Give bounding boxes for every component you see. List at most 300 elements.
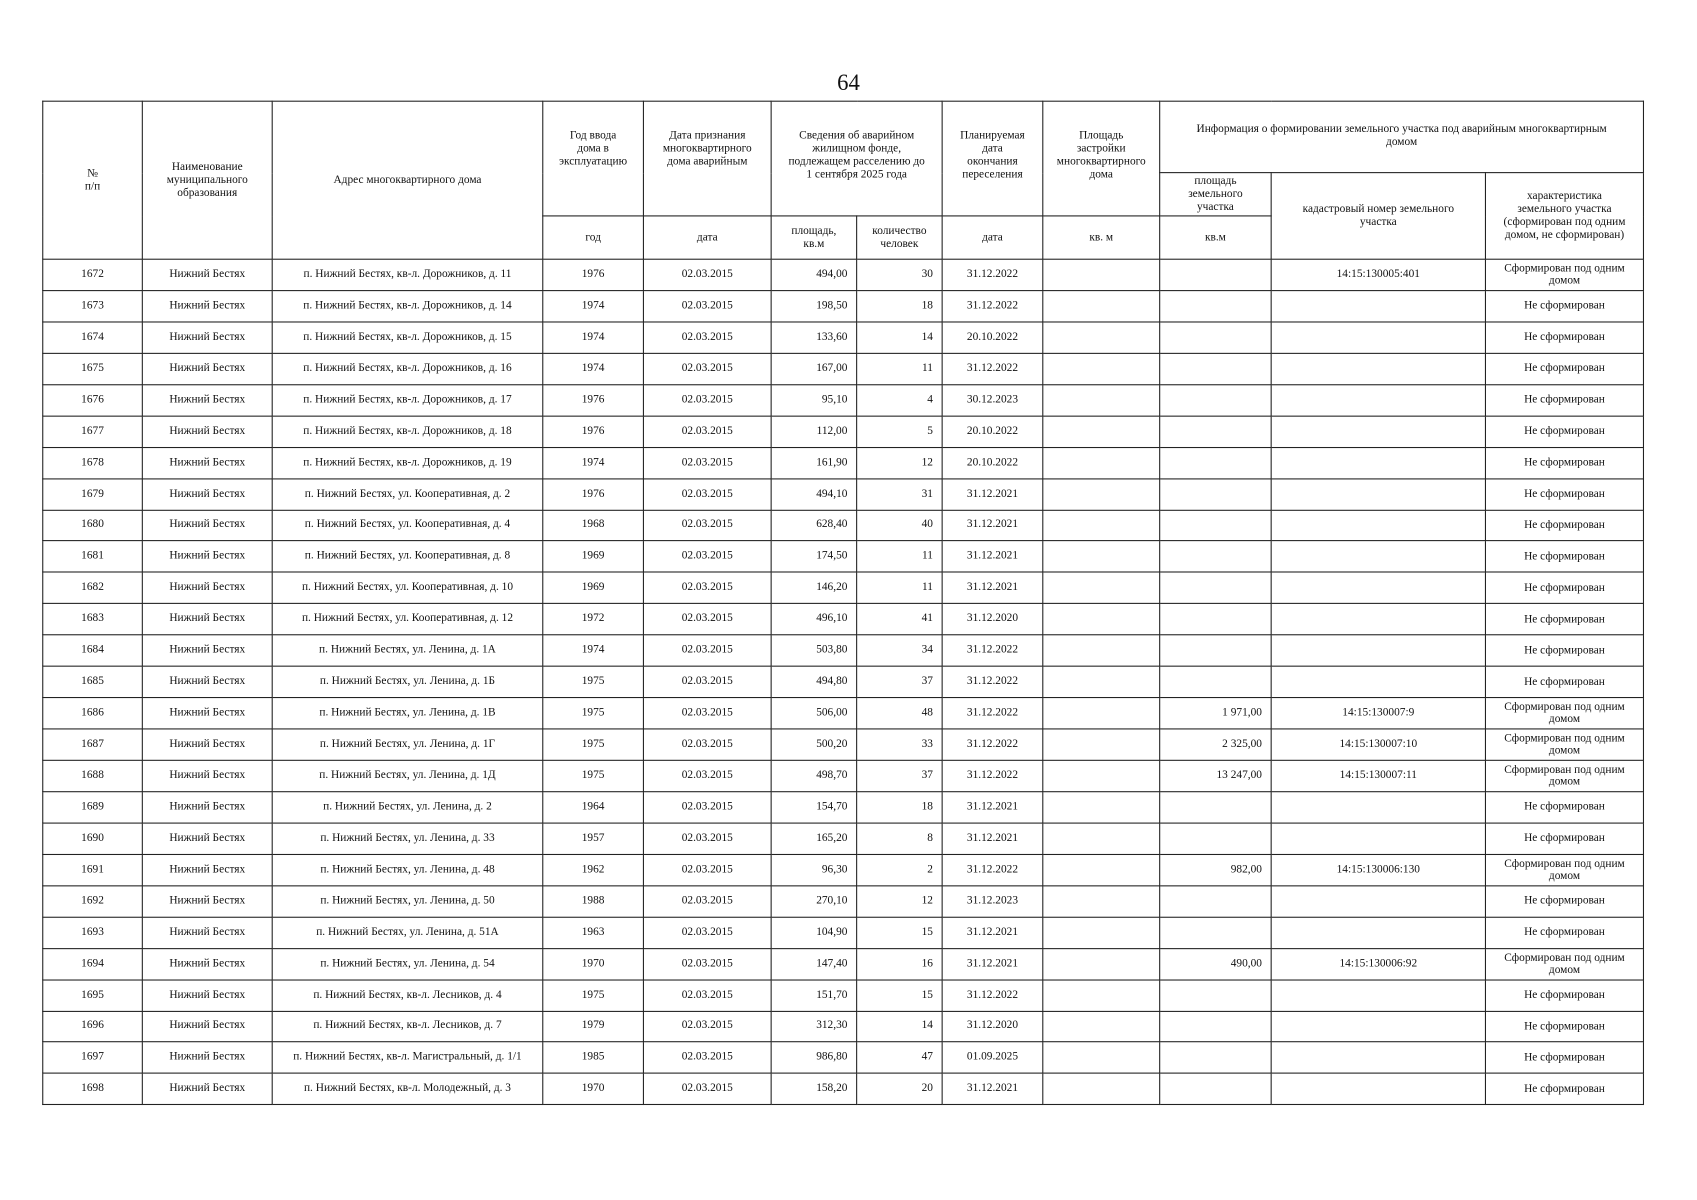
cell-num: 1672 xyxy=(43,259,143,290)
cell-cadastral xyxy=(1271,541,1485,572)
cell-date-declared: 02.03.2015 xyxy=(643,572,771,603)
cell-municipality: Нижний Бестях xyxy=(142,416,272,447)
cell-municipality: Нижний Бестях xyxy=(142,353,272,384)
cell-land-char: Не сформирован xyxy=(1485,792,1643,823)
cell-year: 1975 xyxy=(543,698,644,729)
cell-address: п. Нижний Бестях, ул. Ленина, д. 48 xyxy=(272,854,543,885)
cell-land-char: Не сформирован xyxy=(1485,541,1643,572)
cell-area: 503,80 xyxy=(771,635,857,666)
cell-num: 1682 xyxy=(43,572,143,603)
cell-building-area xyxy=(1043,604,1160,635)
cell-address: п. Нижний Бестях, ул. Кооперативная, д. 8 xyxy=(272,541,543,572)
cell-planned-end: 31.12.2021 xyxy=(942,948,1043,979)
cell-land-char: Сформирован под одним домом xyxy=(1485,760,1643,791)
cell-building-area xyxy=(1043,666,1160,697)
cell-planned-end: 31.12.2022 xyxy=(942,666,1043,697)
cell-building-area xyxy=(1043,980,1160,1011)
cell-address: п. Нижний Бестях, ул. Кооперативная, д. 2 xyxy=(272,478,543,509)
cell-address: п. Нижний Бестях, кв-л. Дорожников, д. 19 xyxy=(272,447,543,478)
cell-building-area xyxy=(1043,948,1160,979)
cell-num: 1689 xyxy=(43,792,143,823)
cell-num: 1683 xyxy=(43,604,143,635)
cell-building-area xyxy=(1043,447,1160,478)
cell-land-char: Сформирован под одним домом xyxy=(1485,854,1643,885)
cell-land-area xyxy=(1160,541,1271,572)
cell-address: п. Нижний Бестях, ул. Ленина, д. 51А xyxy=(272,917,543,948)
cell-building-area xyxy=(1043,635,1160,666)
cell-municipality: Нижний Бестях xyxy=(142,948,272,979)
cell-cadastral: 14:15:130007:10 xyxy=(1271,729,1485,760)
cell-municipality: Нижний Бестях xyxy=(142,698,272,729)
cell-planned-end: 31.12.2021 xyxy=(942,510,1043,541)
cell-municipality: Нижний Бестях xyxy=(142,510,272,541)
cell-year: 1976 xyxy=(543,478,644,509)
cell-area: 133,60 xyxy=(771,322,857,353)
cell-land-area xyxy=(1160,1074,1271,1105)
cell-address: п. Нижний Бестях, ул. Ленина, д. 1Б xyxy=(272,666,543,697)
cell-people: 18 xyxy=(857,792,943,823)
cell-building-area xyxy=(1043,1042,1160,1073)
cell-area: 628,40 xyxy=(771,510,857,541)
cell-cadastral xyxy=(1271,635,1485,666)
cell-land-area xyxy=(1160,510,1271,541)
cell-planned-end: 31.12.2021 xyxy=(942,541,1043,572)
header-municipality: Наименование муниципального образования xyxy=(142,101,272,259)
cell-area: 95,10 xyxy=(771,384,857,415)
cell-num: 1686 xyxy=(43,698,143,729)
cell-area: 494,00 xyxy=(771,259,857,290)
table-row xyxy=(43,635,1644,666)
cell-land-area xyxy=(1160,980,1271,1011)
cell-year: 1975 xyxy=(543,666,644,697)
cell-num: 1678 xyxy=(43,447,143,478)
cell-area: 506,00 xyxy=(771,698,857,729)
cell-date-declared: 02.03.2015 xyxy=(643,384,771,415)
cell-people: 47 xyxy=(857,1042,943,1073)
cell-people: 5 xyxy=(857,416,943,447)
cell-people: 11 xyxy=(857,541,943,572)
cell-cadastral xyxy=(1271,353,1485,384)
cell-num: 1691 xyxy=(43,854,143,885)
cell-address: п. Нижний Бестях, кв-л. Дорожников, д. 16 xyxy=(272,353,543,384)
cell-num: 1676 xyxy=(43,384,143,415)
table-row xyxy=(43,447,1644,478)
cell-year: 1979 xyxy=(543,1011,644,1042)
cell-year: 1974 xyxy=(543,635,644,666)
cell-land-area xyxy=(1160,792,1271,823)
cell-cadastral xyxy=(1271,322,1485,353)
cell-land-char: Не сформирован xyxy=(1485,416,1643,447)
header-unit-sqm: кв. м xyxy=(1043,216,1160,259)
cell-planned-end: 31.12.2022 xyxy=(942,729,1043,760)
cell-cadastral xyxy=(1271,1042,1485,1073)
header-unit-date: дата xyxy=(643,216,771,259)
cell-land-area: 490,00 xyxy=(1160,948,1271,979)
cell-land-area xyxy=(1160,572,1271,603)
header-cadastral: кадастровый номер земельного участка xyxy=(1271,173,1485,260)
cell-area: 96,30 xyxy=(771,854,857,885)
cell-people: 11 xyxy=(857,572,943,603)
cell-num: 1684 xyxy=(43,635,143,666)
table-row xyxy=(43,792,1644,823)
cell-area: 270,10 xyxy=(771,886,857,917)
cell-building-area xyxy=(1043,917,1160,948)
cell-planned-end: 31.12.2022 xyxy=(942,291,1043,322)
cell-building-area xyxy=(1043,1074,1160,1105)
header-planned-end: Планируемая дата окончания переселения xyxy=(942,101,1043,216)
cell-num: 1698 xyxy=(43,1074,143,1105)
cell-num: 1687 xyxy=(43,729,143,760)
cell-building-area xyxy=(1043,1011,1160,1042)
table-body xyxy=(43,259,1644,1105)
cell-area: 174,50 xyxy=(771,541,857,572)
table-row xyxy=(43,478,1644,509)
cell-municipality: Нижний Бестях xyxy=(142,760,272,791)
cell-date-declared: 02.03.2015 xyxy=(643,1042,771,1073)
header-unit-people: количество человек xyxy=(857,216,943,259)
cell-address: п. Нижний Бестях, ул. Ленина, д. 1Г xyxy=(272,729,543,760)
cell-municipality: Нижний Бестях xyxy=(142,259,272,290)
cell-planned-end: 31.12.2022 xyxy=(942,635,1043,666)
cell-municipality: Нижний Бестях xyxy=(142,729,272,760)
cell-building-area xyxy=(1043,541,1160,572)
cell-cadastral xyxy=(1271,917,1485,948)
cell-year: 1988 xyxy=(543,886,644,917)
cell-municipality: Нижний Бестях xyxy=(142,980,272,1011)
cell-address: п. Нижний Бестях, ул. Кооперативная, д. 10 xyxy=(272,572,543,603)
cell-people: 37 xyxy=(857,760,943,791)
cell-building-area xyxy=(1043,760,1160,791)
cell-planned-end: 31.12.2020 xyxy=(942,604,1043,635)
cell-land-area: 1 971,00 xyxy=(1160,698,1271,729)
cell-people: 15 xyxy=(857,917,943,948)
cell-area: 158,20 xyxy=(771,1074,857,1105)
table-row xyxy=(43,322,1644,353)
cell-area: 151,70 xyxy=(771,980,857,1011)
cell-cadastral xyxy=(1271,447,1485,478)
cell-land-char: Сформирован под одним домом xyxy=(1485,948,1643,979)
cell-num: 1674 xyxy=(43,322,143,353)
table-row xyxy=(43,572,1644,603)
cell-num: 1685 xyxy=(43,666,143,697)
cell-num: 1673 xyxy=(43,291,143,322)
cell-cadastral xyxy=(1271,416,1485,447)
cell-date-declared: 02.03.2015 xyxy=(643,478,771,509)
cell-date-declared: 02.03.2015 xyxy=(643,635,771,666)
cell-municipality: Нижний Бестях xyxy=(142,384,272,415)
header-unit-sqm2: кв.м xyxy=(1160,216,1271,259)
cell-land-char: Не сформирован xyxy=(1485,510,1643,541)
cell-year: 1968 xyxy=(543,510,644,541)
cell-building-area xyxy=(1043,291,1160,322)
cell-building-area xyxy=(1043,698,1160,729)
cell-num: 1677 xyxy=(43,416,143,447)
cell-land-area xyxy=(1160,1011,1271,1042)
cell-year: 1974 xyxy=(543,291,644,322)
table-row xyxy=(43,854,1644,885)
cell-date-declared: 02.03.2015 xyxy=(643,1011,771,1042)
cell-municipality: Нижний Бестях xyxy=(142,917,272,948)
header-unit-year: год xyxy=(543,216,644,259)
cell-planned-end: 31.12.2021 xyxy=(942,572,1043,603)
cell-address: п. Нижний Бестях, кв-л. Магистральный, д. 1/1 xyxy=(272,1042,543,1073)
header-num: № п/п xyxy=(43,101,143,259)
cell-num: 1695 xyxy=(43,980,143,1011)
table-row xyxy=(43,729,1644,760)
cell-municipality: Нижний Бестях xyxy=(142,447,272,478)
cell-address: п. Нижний Бестях, кв-л. Молодежный, д. 3 xyxy=(272,1074,543,1105)
cell-cadastral xyxy=(1271,478,1485,509)
cell-address: п. Нижний Бестях, ул. Ленина, д. 1В xyxy=(272,698,543,729)
cell-year: 1975 xyxy=(543,760,644,791)
cell-num: 1688 xyxy=(43,760,143,791)
cell-area: 496,10 xyxy=(771,604,857,635)
cell-land-area xyxy=(1160,447,1271,478)
header-land-area: площадь земельного участка xyxy=(1160,173,1271,216)
cell-date-declared: 02.03.2015 xyxy=(643,447,771,478)
cell-municipality: Нижний Бестях xyxy=(142,322,272,353)
cell-planned-end: 31.12.2021 xyxy=(942,478,1043,509)
header-land-char: характеристика земельного участка (сформирован под одним домом, не сформирован) xyxy=(1485,173,1643,260)
cell-num: 1694 xyxy=(43,948,143,979)
cell-building-area xyxy=(1043,384,1160,415)
cell-year: 1985 xyxy=(543,1042,644,1073)
cell-date-declared: 02.03.2015 xyxy=(643,416,771,447)
cell-area: 494,80 xyxy=(771,666,857,697)
cell-year: 1976 xyxy=(543,259,644,290)
cell-land-area xyxy=(1160,259,1271,290)
cell-cadastral xyxy=(1271,291,1485,322)
table-row xyxy=(43,416,1644,447)
table-row xyxy=(43,541,1644,572)
cell-date-declared: 02.03.2015 xyxy=(643,729,771,760)
table-row xyxy=(43,604,1644,635)
cell-area: 167,00 xyxy=(771,353,857,384)
header-unit-date2: дата xyxy=(942,216,1043,259)
cell-land-area xyxy=(1160,322,1271,353)
cell-address: п. Нижний Бестях, кв-л. Дорожников, д. 18 xyxy=(272,416,543,447)
cell-land-area xyxy=(1160,886,1271,917)
cell-year: 1974 xyxy=(543,353,644,384)
cell-municipality: Нижний Бестях xyxy=(142,666,272,697)
cell-land-char: Не сформирован xyxy=(1485,1042,1643,1073)
cell-land-char: Не сформирован xyxy=(1485,823,1643,854)
cell-people: 18 xyxy=(857,291,943,322)
table-row xyxy=(43,698,1644,729)
cell-land-area xyxy=(1160,823,1271,854)
cell-area: 154,70 xyxy=(771,792,857,823)
cell-area: 500,20 xyxy=(771,729,857,760)
cell-land-area xyxy=(1160,635,1271,666)
cell-num: 1696 xyxy=(43,1011,143,1042)
table-row xyxy=(43,823,1644,854)
cell-address: п. Нижний Бестях, ул. Ленина, д. 54 xyxy=(272,948,543,979)
cell-planned-end: 31.12.2022 xyxy=(942,980,1043,1011)
cell-building-area xyxy=(1043,572,1160,603)
cell-municipality: Нижний Бестях xyxy=(142,1074,272,1105)
cell-people: 31 xyxy=(857,478,943,509)
cell-year: 1972 xyxy=(543,604,644,635)
cell-municipality: Нижний Бестях xyxy=(142,792,272,823)
cell-building-area xyxy=(1043,416,1160,447)
cell-year: 1976 xyxy=(543,384,644,415)
cell-date-declared: 02.03.2015 xyxy=(643,666,771,697)
table-row xyxy=(43,259,1644,290)
cell-municipality: Нижний Бестях xyxy=(142,541,272,572)
table-row xyxy=(43,510,1644,541)
cell-num: 1681 xyxy=(43,541,143,572)
cell-date-declared: 02.03.2015 xyxy=(643,291,771,322)
cell-building-area xyxy=(1043,886,1160,917)
table-row xyxy=(43,1011,1644,1042)
cell-address: п. Нижний Бестях, кв-л. Дорожников, д. 15 xyxy=(272,322,543,353)
cell-building-area xyxy=(1043,259,1160,290)
cell-date-declared: 02.03.2015 xyxy=(643,854,771,885)
cell-area: 161,90 xyxy=(771,447,857,478)
cell-address: п. Нижний Бестях, кв-л. Дорожников, д. 17 xyxy=(272,384,543,415)
cell-address: п. Нижний Бестях, кв-л. Лесников, д. 7 xyxy=(272,1011,543,1042)
cell-area: 112,00 xyxy=(771,416,857,447)
cell-year: 1969 xyxy=(543,572,644,603)
cell-people: 11 xyxy=(857,353,943,384)
cell-land-area xyxy=(1160,291,1271,322)
cell-land-area xyxy=(1160,917,1271,948)
cell-address: п. Нижний Бестях, ул. Кооперативная, д. 12 xyxy=(272,604,543,635)
cell-people: 33 xyxy=(857,729,943,760)
cell-date-declared: 02.03.2015 xyxy=(643,541,771,572)
cell-cadastral xyxy=(1271,823,1485,854)
cell-date-declared: 02.03.2015 xyxy=(643,698,771,729)
cell-address: п. Нижний Бестях, кв-л. Дорожников, д. 14 xyxy=(272,291,543,322)
cell-planned-end: 31.12.2022 xyxy=(942,698,1043,729)
cell-land-area xyxy=(1160,604,1271,635)
cell-planned-end: 31.12.2022 xyxy=(942,259,1043,290)
cell-year: 1974 xyxy=(543,322,644,353)
cell-area: 104,90 xyxy=(771,917,857,948)
cell-address: п. Нижний Бестях, ул. Ленина, д. 50 xyxy=(272,886,543,917)
cell-people: 20 xyxy=(857,1074,943,1105)
cell-land-area xyxy=(1160,384,1271,415)
cell-planned-end: 31.12.2021 xyxy=(942,823,1043,854)
cell-date-declared: 02.03.2015 xyxy=(643,259,771,290)
table-row xyxy=(43,917,1644,948)
cell-address: п. Нижний Бестях, ул. Ленина, д. 2 xyxy=(272,792,543,823)
page-number: 64 xyxy=(837,69,860,96)
cell-area: 986,80 xyxy=(771,1042,857,1073)
cell-land-area xyxy=(1160,478,1271,509)
cell-date-declared: 02.03.2015 xyxy=(643,823,771,854)
cell-building-area xyxy=(1043,353,1160,384)
cell-address: п. Нижний Бестях, кв-л. Лесников, д. 4 xyxy=(272,980,543,1011)
cell-building-area xyxy=(1043,854,1160,885)
cell-municipality: Нижний Бестях xyxy=(142,478,272,509)
cell-land-char: Не сформирован xyxy=(1485,447,1643,478)
cell-year: 1975 xyxy=(543,980,644,1011)
cell-municipality: Нижний Бестях xyxy=(142,291,272,322)
cell-cadastral xyxy=(1271,792,1485,823)
cell-cadastral xyxy=(1271,666,1485,697)
cell-year: 1957 xyxy=(543,823,644,854)
cell-planned-end: 31.12.2022 xyxy=(942,854,1043,885)
header-building-area: Площадь застройки многоквартирного дома xyxy=(1043,101,1160,216)
cell-municipality: Нижний Бестях xyxy=(142,1042,272,1073)
table-row xyxy=(43,353,1644,384)
cell-cadastral xyxy=(1271,604,1485,635)
cell-date-declared: 02.03.2015 xyxy=(643,353,771,384)
header-unit-area: площадь, кв.м xyxy=(771,216,857,259)
cell-land-char: Не сформирован xyxy=(1485,322,1643,353)
emergency-housing-table xyxy=(42,101,1644,1106)
table-row xyxy=(43,980,1644,1011)
cell-num: 1680 xyxy=(43,510,143,541)
cell-cadastral xyxy=(1271,510,1485,541)
cell-cadastral xyxy=(1271,980,1485,1011)
cell-municipality: Нижний Бестях xyxy=(142,572,272,603)
cell-cadastral xyxy=(1271,384,1485,415)
cell-land-char: Не сформирован xyxy=(1485,604,1643,635)
cell-municipality: Нижний Бестях xyxy=(142,604,272,635)
cell-building-area xyxy=(1043,792,1160,823)
header-land-info: Информация о формировании земельного участка под аварийным многоквартирным домом xyxy=(1160,101,1644,172)
cell-planned-end: 31.12.2021 xyxy=(942,792,1043,823)
cell-cadastral xyxy=(1271,1011,1485,1042)
cell-building-area xyxy=(1043,823,1160,854)
cell-date-declared: 02.03.2015 xyxy=(643,792,771,823)
header-year-built: Год ввода дома в эксплуатацию xyxy=(543,101,644,216)
cell-municipality: Нижний Бестях xyxy=(142,823,272,854)
cell-planned-end: 31.12.2021 xyxy=(942,917,1043,948)
cell-planned-end: 31.12.2022 xyxy=(942,760,1043,791)
table-row xyxy=(43,384,1644,415)
cell-people: 14 xyxy=(857,322,943,353)
cell-land-char: Не сформирован xyxy=(1485,478,1643,509)
cell-people: 15 xyxy=(857,980,943,1011)
cell-land-char: Не сформирован xyxy=(1485,666,1643,697)
cell-area: 498,70 xyxy=(771,760,857,791)
cell-planned-end: 20.10.2022 xyxy=(942,322,1043,353)
cell-date-declared: 02.03.2015 xyxy=(643,886,771,917)
table-row xyxy=(43,291,1644,322)
cell-planned-end: 31.12.2020 xyxy=(942,1011,1043,1042)
cell-land-char: Не сформирован xyxy=(1485,1074,1643,1105)
cell-area: 494,10 xyxy=(771,478,857,509)
header-address: Адрес многоквартирного дома xyxy=(272,101,543,259)
cell-building-area xyxy=(1043,478,1160,509)
cell-cadastral: 14:15:130006:130 xyxy=(1271,854,1485,885)
cell-land-area xyxy=(1160,666,1271,697)
cell-municipality: Нижний Бестях xyxy=(142,635,272,666)
cell-year: 1964 xyxy=(543,792,644,823)
table-row xyxy=(43,666,1644,697)
cell-building-area xyxy=(1043,322,1160,353)
cell-num: 1692 xyxy=(43,886,143,917)
cell-land-char: Не сформирован xyxy=(1485,886,1643,917)
cell-area: 198,50 xyxy=(771,291,857,322)
cell-land-char: Не сформирован xyxy=(1485,917,1643,948)
cell-planned-end: 31.12.2022 xyxy=(942,353,1043,384)
cell-date-declared: 02.03.2015 xyxy=(643,760,771,791)
cell-planned-end: 31.12.2021 xyxy=(942,1074,1043,1105)
header-emergency-info: Сведения об аварийном жилищном фонде, подлежащем расселению до 1 сентября 2025 года xyxy=(771,101,942,216)
cell-people: 2 xyxy=(857,854,943,885)
cell-land-char: Сформирован под одним домом xyxy=(1485,259,1643,290)
cell-address: п. Нижний Бестях, ул. Ленина, д. 1А xyxy=(272,635,543,666)
header-date-declared: Дата признания многоквартирного дома аварийным xyxy=(643,101,771,216)
cell-cadastral xyxy=(1271,886,1485,917)
cell-cadastral xyxy=(1271,572,1485,603)
cell-people: 34 xyxy=(857,635,943,666)
cell-municipality: Нижний Бестях xyxy=(142,886,272,917)
